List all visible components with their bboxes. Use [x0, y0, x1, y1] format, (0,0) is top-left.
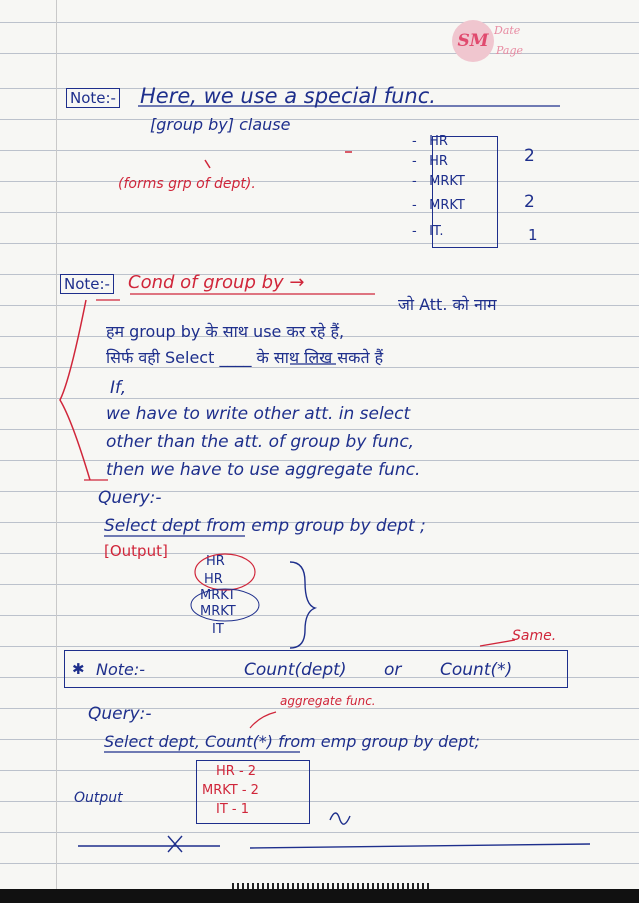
note2-english-line1: If,	[110, 378, 127, 398]
query2-label: Query:-	[88, 704, 152, 724]
list-item: MRKT - 2	[202, 783, 259, 798]
note3-or: or	[384, 660, 402, 680]
count-mrkt: 2	[524, 192, 535, 212]
logo-date-label: Date	[494, 24, 521, 37]
note2-english-line4: then we have to use aggregate func.	[106, 460, 421, 480]
note3-same: Same.	[512, 628, 557, 644]
brace-stroke	[290, 562, 315, 648]
count-it: 1	[528, 226, 538, 244]
note1-comment: (forms grp of dept).	[118, 176, 256, 192]
red-bracket-stroke	[60, 300, 90, 480]
red-oval-stroke	[195, 554, 255, 590]
note1-label: Note:-	[66, 88, 120, 108]
table-row: - IT.	[412, 224, 444, 239]
note3-left: Count(dept)	[244, 660, 347, 680]
count-hr: 2	[524, 146, 535, 166]
table-row: - HR	[412, 154, 448, 169]
table-row: - HR	[412, 134, 448, 149]
note2-hindi-line2: हम group by के साथ use कर रहे हैं,	[106, 322, 345, 341]
signature-stroke	[330, 813, 350, 824]
note3-star-icon: ✱	[72, 660, 85, 678]
logo-monogram: SM	[457, 31, 489, 51]
query2-sql: Select dept, Count(*) from emp group by dept;	[104, 732, 480, 751]
red-arrow-stroke	[205, 160, 210, 168]
query1-output-label: [Output]	[104, 542, 168, 560]
end-line-stroke	[250, 844, 590, 848]
note2-condition: Cond of group by →	[128, 272, 305, 293]
note2-hindi-line3: सिर्फ वही Select ____ के साथ लिख सकते हैं	[106, 348, 384, 367]
red-arrow-stroke	[480, 640, 515, 646]
blue-oval-stroke	[191, 589, 259, 621]
query1-label: Query:-	[98, 488, 162, 508]
list-item: HR	[204, 572, 223, 587]
page-binding-edge	[0, 889, 639, 903]
query2-output-label: Output	[74, 790, 123, 806]
note3-label: Note:-	[96, 660, 146, 679]
note2-english-line2: we have to write other att. in select	[106, 404, 411, 424]
query2-aggregate-note: aggregate func.	[280, 694, 376, 708]
note1-clause: [group by] clause	[150, 115, 291, 134]
list-item: IT - 1	[216, 802, 250, 817]
note2-english-line3: other than the att. of group by func,	[106, 432, 415, 452]
list-item: MRKT	[200, 588, 236, 603]
note1-text: Here, we use a special func.	[140, 84, 436, 108]
list-item: MRKT	[200, 604, 236, 619]
list-item: HR	[206, 554, 225, 569]
note2-hindi-line1: जो Att. को नाम	[398, 295, 497, 314]
query1-sql: Select dept from emp group by dept ;	[104, 516, 426, 536]
list-item: IT	[212, 622, 224, 637]
red-arrow-stroke	[250, 712, 276, 728]
note3-right: Count(*)	[440, 660, 513, 680]
logo-page-label: Page	[496, 44, 524, 57]
note2-label: Note:-	[60, 274, 114, 294]
table-row: - MRKT	[412, 198, 465, 213]
list-item: HR - 2	[216, 764, 257, 779]
table-row: - MRKT	[412, 174, 465, 189]
